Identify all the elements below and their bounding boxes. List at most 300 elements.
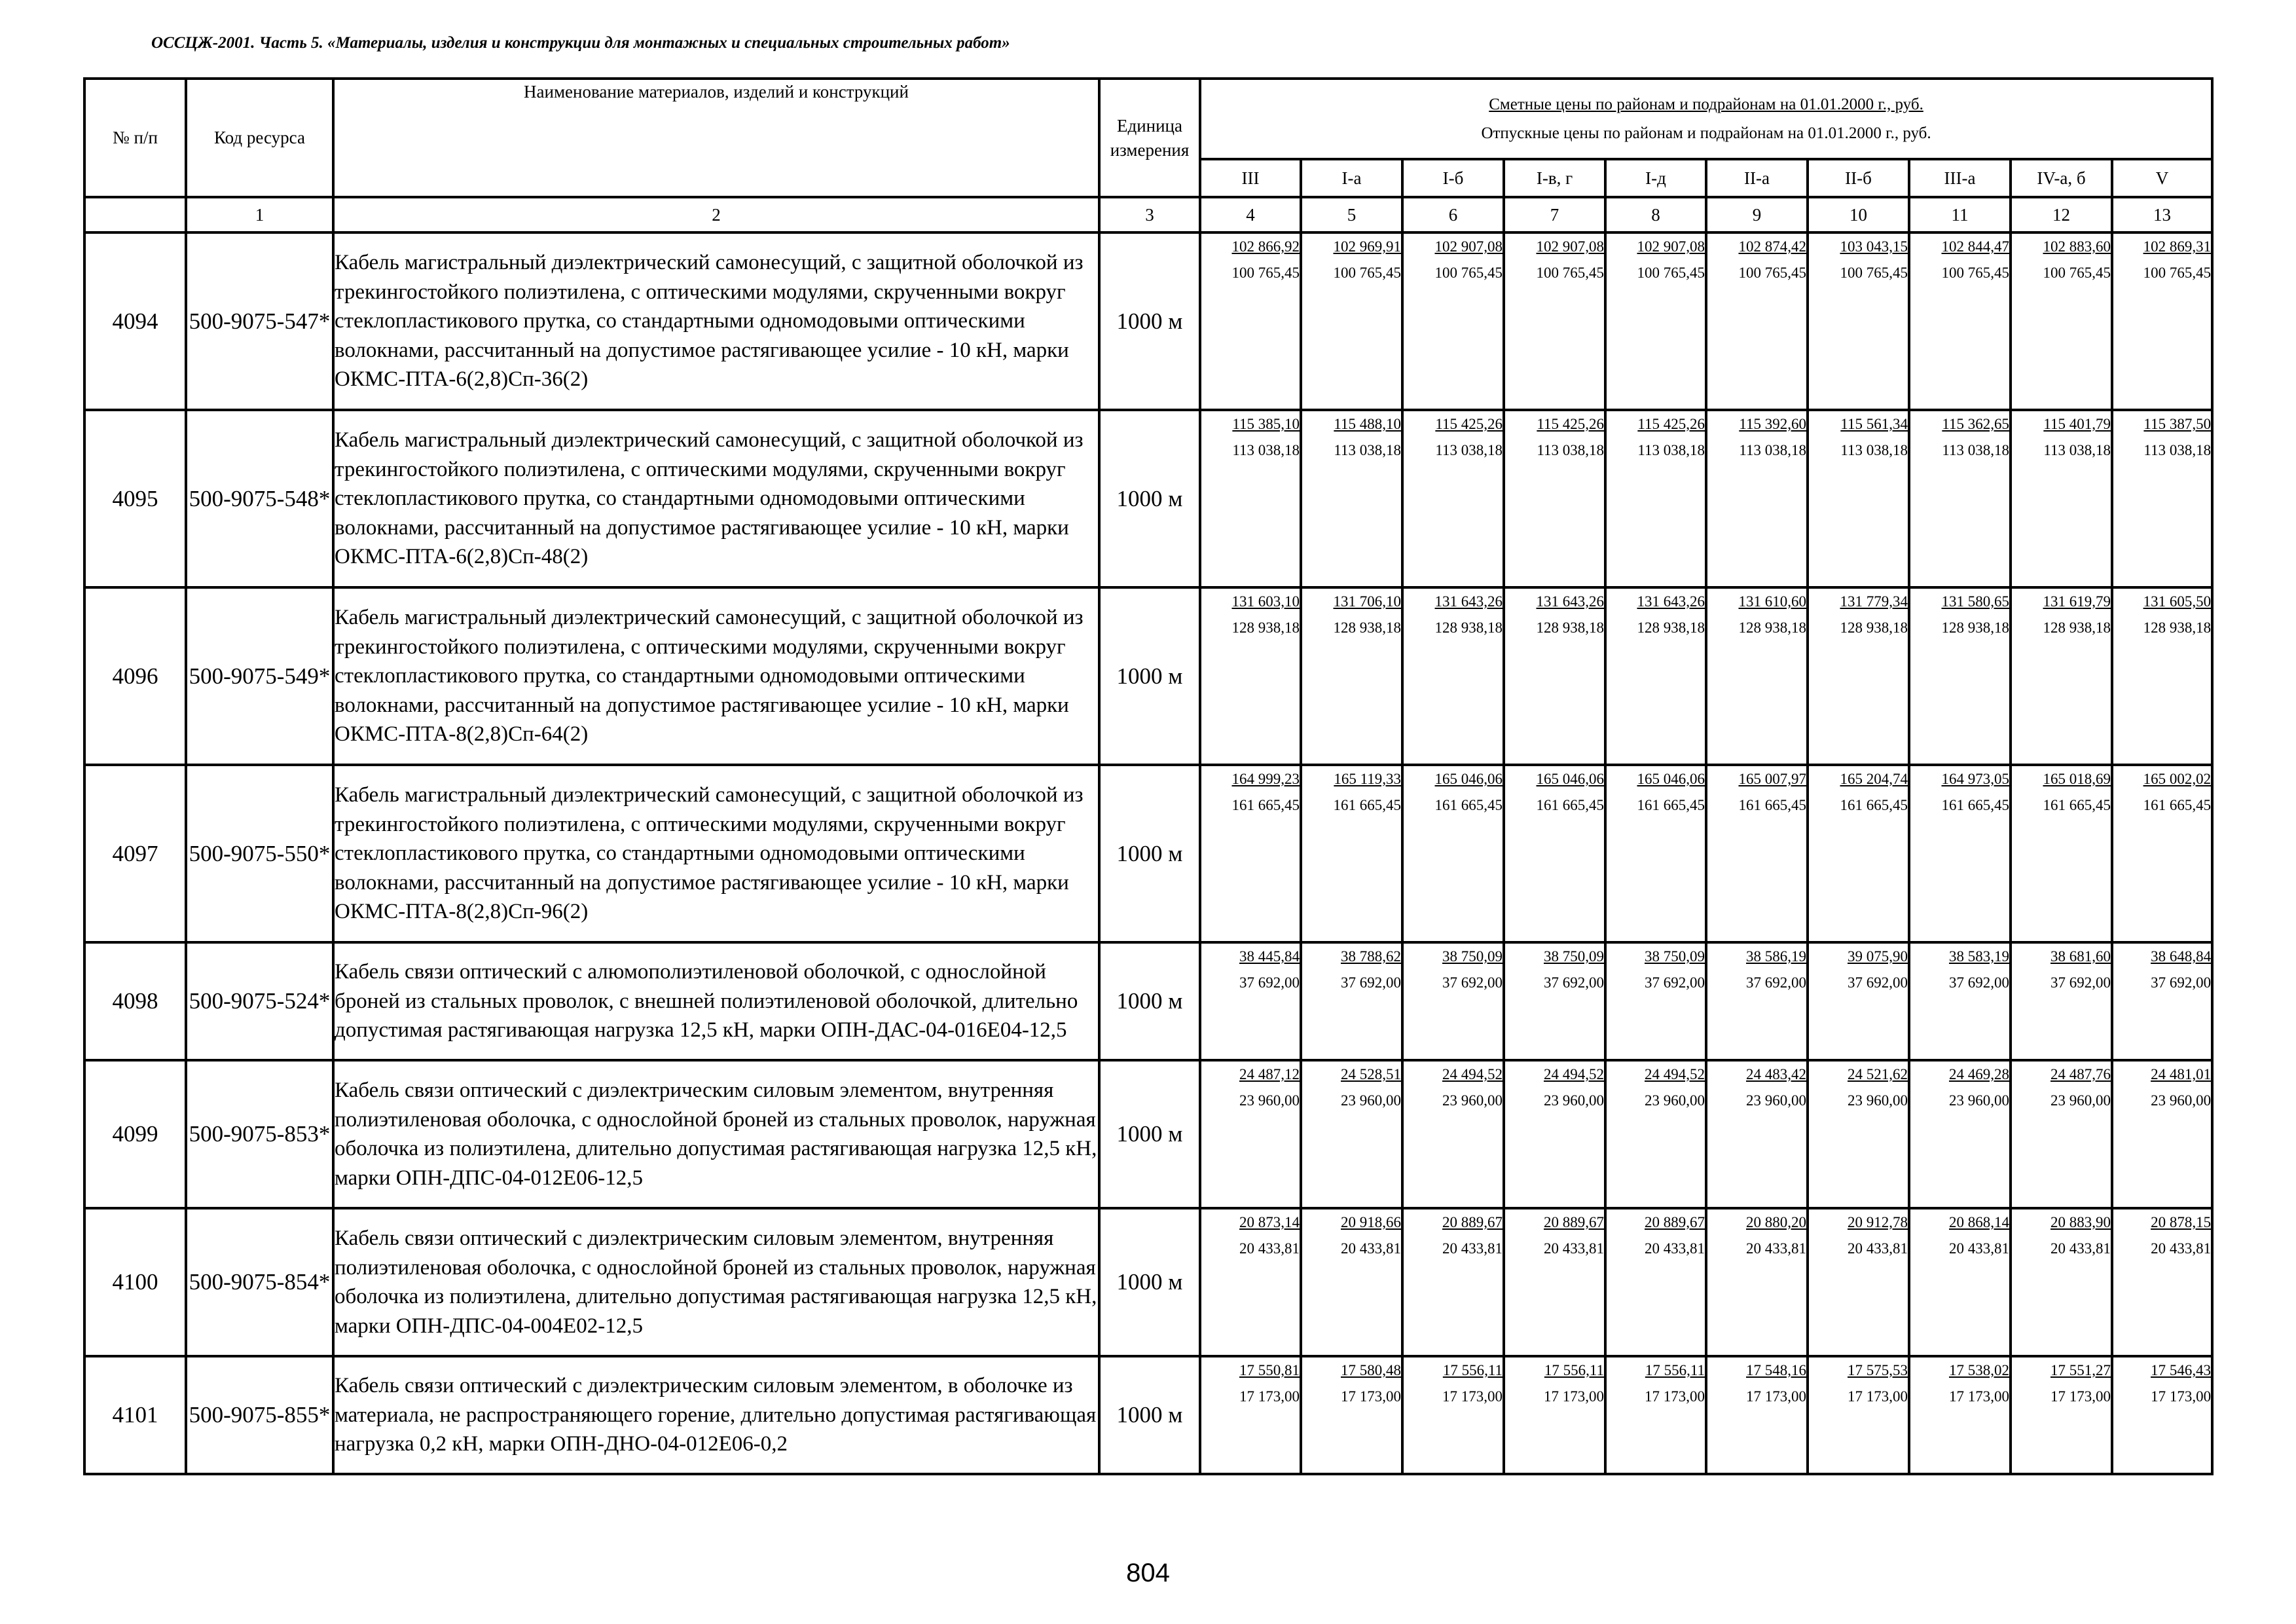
estimated-price: 131 619,79	[2043, 593, 2111, 610]
estimated-price: 164 973,05	[1941, 771, 2009, 787]
estimated-price: 20 918,66	[1341, 1214, 1401, 1230]
estimated-price: 165 018,69	[2043, 771, 2111, 787]
release-price: 128 938,18	[1231, 619, 1300, 636]
price-cell	[1200, 765, 1301, 942]
district-header: I-в, г	[1504, 159, 1605, 197]
price-cell	[1402, 1060, 1504, 1208]
estimated-price: 102 907,08	[1434, 238, 1503, 255]
estimated-price: 131 580,65	[1941, 593, 2009, 610]
estimated-price: 17 556,11	[1645, 1362, 1705, 1378]
col-header-prices	[1200, 79, 2212, 159]
resource-code: 500-9075-854*	[186, 1208, 333, 1356]
release-price: 17 173,00	[1645, 1388, 1705, 1405]
price-cell	[1706, 1060, 1808, 1208]
estimated-price: 115 392,60	[1739, 416, 1806, 432]
estimated-price: 131 603,10	[1231, 593, 1300, 610]
price-cell	[1706, 1208, 1808, 1356]
column-number: 5	[1301, 197, 1402, 232]
release-price: 113 038,18	[1942, 442, 2009, 458]
release-price: 37 692,00	[2050, 974, 2111, 991]
price-cell	[1402, 765, 1504, 942]
price-cell	[1200, 1208, 1301, 1356]
estimated-price: 20 889,67	[1442, 1214, 1503, 1230]
col-header-code: Код ресурса	[186, 79, 333, 197]
estimated-price: 17 551,27	[2050, 1362, 2111, 1378]
estimated-price: 17 556,11	[1544, 1362, 1604, 1378]
estimated-price: 115 425,26	[1637, 416, 1705, 432]
estimated-price: 131 605,50	[2143, 593, 2212, 610]
resource-code: 500-9075-549*	[186, 587, 333, 765]
estimated-price: 102 844,47	[1941, 238, 2009, 255]
estimated-price: 165 046,06	[1536, 771, 1604, 787]
resource-code: 500-9075-853*	[186, 1060, 333, 1208]
release-price: 161 665,45	[1434, 797, 1503, 813]
price-cell	[1808, 410, 1909, 587]
price-cell	[2112, 942, 2212, 1060]
price-cell	[1808, 232, 1909, 410]
column-number: 3	[1099, 197, 1200, 232]
resource-code: 500-9075-855*	[186, 1356, 333, 1474]
estimated-price: 24 521,62	[1848, 1066, 1908, 1082]
price-cell	[2112, 1208, 2212, 1356]
release-price: 23 960,00	[1848, 1092, 1908, 1109]
estimated-price: 131 706,10	[1333, 593, 1401, 610]
release-price: 17 173,00	[1848, 1388, 1908, 1405]
estimated-price: 164 999,23	[1231, 771, 1300, 787]
table-row	[84, 587, 2212, 765]
release-price: 37 692,00	[1341, 974, 1401, 991]
table-row	[84, 1356, 2212, 1474]
estimated-price: 165 007,97	[1738, 771, 1806, 787]
release-price: 17 173,00	[1544, 1388, 1604, 1405]
release-price: 161 665,45	[1536, 797, 1604, 813]
release-price: 113 038,18	[1334, 442, 1401, 458]
table-row	[84, 1208, 2212, 1356]
release-price: 23 960,00	[1442, 1092, 1503, 1109]
price-cell	[1808, 1208, 1909, 1356]
release-price: 161 665,45	[1231, 797, 1300, 813]
release-price: 128 938,18	[1637, 619, 1705, 636]
estimated-price: 38 586,19	[1746, 948, 1806, 965]
release-price: 20 433,81	[1544, 1240, 1604, 1257]
price-cell	[1605, 232, 1706, 410]
estimated-price: 38 648,84	[2151, 948, 2212, 965]
material-name: Кабель связи оптический с алюмополиэтиленовой оболочкой, с однослойной броней из стальных проволок, с внешней полиэтиленовой оболочкой, длительно допустимая растягивающая нагрузка 12,5 кН, марки ОПН-ДАС-04-016Е04-12,5	[333, 942, 1099, 1060]
price-cell	[1402, 942, 1504, 1060]
release-price: 100 765,45	[2043, 265, 2111, 281]
estimated-price: 17 575,53	[1848, 1362, 1908, 1378]
estimated-price: 165 046,06	[1434, 771, 1503, 787]
release-price: 20 433,81	[2050, 1240, 2111, 1257]
estimated-price: 17 556,11	[1442, 1362, 1503, 1378]
release-price: 17 173,00	[1746, 1388, 1806, 1405]
estimated-price: 17 538,02	[1949, 1362, 2009, 1378]
estimated-price: 24 494,52	[1442, 1066, 1503, 1082]
release-price: 113 038,18	[1637, 442, 1705, 458]
row-number: 4098	[84, 942, 186, 1060]
release-price: 113 038,18	[1537, 442, 1604, 458]
price-cell	[1706, 410, 1808, 587]
price-cell	[2011, 1356, 2112, 1474]
estimated-price: 20 883,90	[2050, 1214, 2111, 1230]
estimated-price: 39 075,90	[1848, 948, 1908, 965]
district-header: IV-а, б	[2011, 159, 2112, 197]
price-cell	[1200, 1060, 1301, 1208]
release-price: 37 692,00	[1544, 974, 1604, 991]
estimated-price: 20 889,67	[1544, 1214, 1604, 1230]
release-price: 23 960,00	[1341, 1092, 1401, 1109]
release-price: 128 938,18	[1536, 619, 1604, 636]
estimated-price: 165 119,33	[1334, 771, 1401, 787]
estimated-price: 38 788,62	[1341, 948, 1401, 965]
release-price: 100 765,45	[1941, 265, 2009, 281]
district-header: I-а	[1301, 159, 1402, 197]
estimated-price: 20 912,78	[1848, 1214, 1908, 1230]
row-number: 4095	[84, 410, 186, 587]
price-cell	[1909, 1060, 2011, 1208]
district-header: III	[1200, 159, 1301, 197]
page-number: 804	[1126, 1559, 1170, 1587]
release-price: 100 765,45	[1536, 265, 1604, 281]
price-cell	[1605, 765, 1706, 942]
release-price: 113 038,18	[2043, 442, 2111, 458]
price-cell	[2011, 1060, 2112, 1208]
price-cell	[2112, 410, 2212, 587]
price-cell	[1200, 410, 1301, 587]
price-cell	[1808, 942, 1909, 1060]
estimated-price: 20 878,15	[2151, 1214, 2212, 1230]
price-cell	[1402, 587, 1504, 765]
price-cell	[1200, 232, 1301, 410]
price-cell	[1301, 765, 1402, 942]
release-price: 113 038,18	[1232, 442, 1300, 458]
price-cell	[1909, 942, 2011, 1060]
district-header: V	[2112, 159, 2212, 197]
column-number: 2	[333, 197, 1099, 232]
release-price: 37 692,00	[1746, 974, 1806, 991]
price-cell	[1301, 587, 1402, 765]
release-price: 161 665,45	[2043, 797, 2111, 813]
price-cell	[1605, 942, 1706, 1060]
price-cell	[2011, 942, 2112, 1060]
estimated-price: 24 483,42	[1746, 1066, 1806, 1082]
price-cell	[2112, 1060, 2212, 1208]
release-price: 20 433,81	[2151, 1240, 2212, 1257]
estimated-price: 24 494,52	[1645, 1066, 1705, 1082]
column-number: 13	[2112, 197, 2212, 232]
column-number: 6	[1402, 197, 1504, 232]
price-cell	[1909, 1208, 2011, 1356]
estimated-price: 24 487,76	[2050, 1066, 2111, 1082]
price-cell	[2112, 1356, 2212, 1474]
row-number: 4101	[84, 1356, 186, 1474]
estimated-price: 115 561,34	[1840, 416, 1908, 432]
unit-of-measure: 1000 м	[1099, 410, 1200, 587]
estimated-price: 24 487,12	[1239, 1066, 1300, 1082]
column-number: 11	[1909, 197, 2011, 232]
price-cell	[1909, 587, 2011, 765]
price-cell	[1605, 1060, 1706, 1208]
release-price: 17 173,00	[2050, 1388, 2111, 1405]
price-cell	[1504, 587, 1605, 765]
price-cell	[1402, 1356, 1504, 1474]
price-cell	[1504, 1356, 1605, 1474]
estimated-price: 115 387,50	[2143, 416, 2212, 432]
resource-code: 500-9075-548*	[186, 410, 333, 587]
release-price: 128 938,18	[1738, 619, 1806, 636]
estimated-price: 17 580,48	[1341, 1362, 1401, 1378]
estimated-price: 102 874,42	[1738, 238, 1806, 255]
estimated-price: 115 401,79	[2043, 416, 2111, 432]
material-name: Кабель магистральный диэлектрический самонесущий, с защитной оболочкой из трекингостойкого полиэтилена, с оптическими модулями, скрученными вокруг стеклопластикового прутка, со стандартными одномодовыми оптическими волокнами, рассчитанный на допустимое растягивающее усилие - 10 кН, марки ОКМС-ПТА-6(2,8)Сп-36(2)	[333, 232, 1099, 410]
price-cell	[1706, 1356, 1808, 1474]
release-price: 20 433,81	[1848, 1240, 1908, 1257]
release-price: 37 692,00	[2151, 974, 2212, 991]
column-number: 8	[1605, 197, 1706, 232]
release-price: 113 038,18	[1435, 442, 1503, 458]
release-price: 17 173,00	[2151, 1388, 2212, 1405]
release-price: 37 692,00	[1949, 974, 2009, 991]
release-price: 37 692,00	[1239, 974, 1300, 991]
estimated-price: 102 969,91	[1333, 238, 1401, 255]
unit-of-measure: 1000 м	[1099, 232, 1200, 410]
price-cell	[1808, 1060, 1909, 1208]
release-price: 37 692,00	[1442, 974, 1503, 991]
estimated-price: 102 907,08	[1637, 238, 1705, 255]
resource-code: 500-9075-524*	[186, 942, 333, 1060]
estimated-price: 38 445,84	[1239, 948, 1300, 965]
estimated-price: 38 750,09	[1544, 948, 1604, 965]
material-name: Кабель магистральный диэлектрический самонесущий, с защитной оболочкой из трекингостойкого полиэтилена, с оптическими модулями, скрученными вокруг стеклопластикового прутка, со стандартными одномодовыми оптическими волокнами, рассчитанный на допустимое растягивающее усилие - 10 кН, марки ОКМС-ПТА-8(2,8)Сп-96(2)	[333, 765, 1099, 942]
estimated-price: 115 425,26	[1537, 416, 1604, 432]
price-cell	[1504, 1060, 1605, 1208]
estimated-price: 115 425,26	[1435, 416, 1503, 432]
price-cell	[1301, 1356, 1402, 1474]
release-price: 161 665,45	[1840, 797, 1908, 813]
release-price: 161 665,45	[1738, 797, 1806, 813]
release-price: 20 433,81	[1341, 1240, 1401, 1257]
price-cell	[2112, 765, 2212, 942]
price-cell	[1200, 942, 1301, 1060]
material-name: Кабель магистральный диэлектрический самонесущий, с защитной оболочкой из трекингостойкого полиэтилена, с оптическими модулями, скрученными вокруг стеклопластикового прутка, со стандартными одномодовыми оптическими волокнами, рассчитанный на допустимое растягивающее усилие - 10 кН, марки ОКМС-ПТА-8(2,8)Сп-64(2)	[333, 587, 1099, 765]
estimated-price: 20 889,67	[1645, 1214, 1705, 1230]
release-price: 100 765,45	[1434, 265, 1503, 281]
price-cell	[1301, 1060, 1402, 1208]
price-cell	[1605, 410, 1706, 587]
price-cell	[2011, 232, 2112, 410]
estimated-price: 131 643,26	[1434, 593, 1503, 610]
column-number: 7	[1504, 197, 1605, 232]
column-number: 1	[186, 197, 333, 232]
price-cell	[2011, 410, 2112, 587]
release-price: 128 938,18	[1434, 619, 1503, 636]
material-name: Кабель связи оптический с диэлектрическим силовым элементом, внутренняя полиэтиленовая оболочка, с однослойной броней из стальных проволок, наружная оболочка из полиэтилена, длительно допустимая растягивающая нагрузка 12,5 кН, марки ОПН-ДПС-04-004Е02-12,5	[333, 1208, 1099, 1356]
price-cell	[1808, 587, 1909, 765]
price-cell	[1706, 765, 1808, 942]
col-header-unit: Единица измерения	[1099, 79, 1200, 197]
release-price: 161 665,45	[2143, 797, 2212, 813]
unit-of-measure: 1000 м	[1099, 587, 1200, 765]
district-header: II-а	[1706, 159, 1808, 197]
estimated-price: 102 866,92	[1231, 238, 1300, 255]
release-price: 128 938,18	[2143, 619, 2212, 636]
price-release-caption: Отпускные цены по районам и подрайонам на 01.01.2000 г., руб.	[1481, 124, 1931, 142]
estimated-price: 165 204,74	[1840, 771, 1908, 787]
release-price: 100 765,45	[1231, 265, 1300, 281]
price-cell	[1605, 1356, 1706, 1474]
estimated-price: 17 550,81	[1239, 1362, 1300, 1378]
row-number: 4100	[84, 1208, 186, 1356]
district-header: I-д	[1605, 159, 1706, 197]
release-price: 161 665,45	[1941, 797, 2009, 813]
release-price: 113 038,18	[1840, 442, 1908, 458]
estimated-price: 20 880,20	[1746, 1214, 1806, 1230]
price-cell	[1504, 1208, 1605, 1356]
estimated-price: 102 869,31	[2143, 238, 2212, 255]
district-header: I-б	[1402, 159, 1504, 197]
release-price: 17 173,00	[1949, 1388, 2009, 1405]
price-current-caption: Сметные цены по районам и подрайонам на 01.01.2000 г., руб.	[1489, 95, 1923, 113]
price-cell	[1402, 1208, 1504, 1356]
estimated-price: 131 610,60	[1738, 593, 1806, 610]
release-price: 113 038,18	[1739, 442, 1806, 458]
estimated-price: 102 907,08	[1536, 238, 1604, 255]
release-price: 100 765,45	[2143, 265, 2212, 281]
table-row	[84, 410, 2212, 587]
resource-code: 500-9075-550*	[186, 765, 333, 942]
release-price: 161 665,45	[1637, 797, 1705, 813]
price-cell	[1808, 765, 1909, 942]
estimated-price: 38 681,60	[2050, 948, 2111, 965]
material-name: Кабель магистральный диэлектрический самонесущий, с защитной оболочкой из трекингостойкого полиэтилена, с оптическими модулями, скрученными вокруг стеклопластикового прутка, со стандартными одномодовыми оптическими волокнами, рассчитанный на допустимое растягивающее усилие - 10 кН, марки ОКМС-ПТА-6(2,8)Сп-48(2)	[333, 410, 1099, 587]
estimated-price: 165 046,06	[1637, 771, 1705, 787]
price-cell	[1909, 232, 2011, 410]
release-price: 23 960,00	[1645, 1092, 1705, 1109]
price-cell	[1200, 587, 1301, 765]
table-row	[84, 765, 2212, 942]
resource-code: 500-9075-547*	[186, 232, 333, 410]
release-price: 23 960,00	[1949, 1092, 2009, 1109]
price-table	[83, 77, 2214, 1475]
estimated-price: 38 583,19	[1949, 948, 2009, 965]
table-row	[84, 1060, 2212, 1208]
price-cell	[1909, 1356, 2011, 1474]
price-cell	[1706, 232, 1808, 410]
release-price: 100 765,45	[1738, 265, 1806, 281]
price-cell	[2011, 587, 2112, 765]
col-header-name: Наименование материалов, изделий и конструкций	[333, 79, 1099, 197]
column-number: 12	[2011, 197, 2112, 232]
estimated-price: 115 362,65	[1942, 416, 2009, 432]
release-price: 23 960,00	[1544, 1092, 1604, 1109]
estimated-price: 131 643,26	[1637, 593, 1705, 610]
estimated-price: 131 643,26	[1536, 593, 1604, 610]
row-number: 4094	[84, 232, 186, 410]
price-cell	[1200, 1356, 1301, 1474]
price-cell	[1605, 587, 1706, 765]
estimated-price: 24 481,01	[2151, 1066, 2212, 1082]
document-header: ОССЦЖ-2001. Часть 5. «Материалы, изделия и конструкции для монтажных и специальных строительных работ»	[151, 34, 1010, 52]
price-cell	[1605, 1208, 1706, 1356]
release-price: 20 433,81	[1949, 1240, 2009, 1257]
estimated-price: 24 494,52	[1544, 1066, 1604, 1082]
price-cell	[1504, 232, 1605, 410]
release-price: 23 960,00	[1746, 1092, 1806, 1109]
unit-of-measure: 1000 м	[1099, 1208, 1200, 1356]
row-number: 4099	[84, 1060, 186, 1208]
release-price: 100 765,45	[1840, 265, 1908, 281]
price-cell	[1402, 410, 1504, 587]
column-number: 9	[1706, 197, 1808, 232]
estimated-price: 131 779,34	[1840, 593, 1908, 610]
unit-of-measure: 1000 м	[1099, 765, 1200, 942]
release-price: 17 173,00	[1341, 1388, 1401, 1405]
release-price: 20 433,81	[1746, 1240, 1806, 1257]
district-header: III-а	[1909, 159, 2011, 197]
estimated-price: 24 528,51	[1341, 1066, 1401, 1082]
release-price: 20 433,81	[1239, 1240, 1300, 1257]
estimated-price: 103 043,15	[1840, 238, 1908, 255]
estimated-price: 115 385,10	[1232, 416, 1300, 432]
estimated-price: 38 750,09	[1645, 948, 1705, 965]
release-price: 23 960,00	[2050, 1092, 2111, 1109]
price-cell	[1504, 410, 1605, 587]
price-cell	[1706, 942, 1808, 1060]
price-cell	[1909, 410, 2011, 587]
price-cell	[1402, 232, 1504, 410]
estimated-price: 20 873,14	[1239, 1214, 1300, 1230]
row-number: 4097	[84, 765, 186, 942]
release-price: 37 692,00	[1848, 974, 1908, 991]
row-number: 4096	[84, 587, 186, 765]
column-number: 10	[1808, 197, 1909, 232]
price-cell	[1504, 942, 1605, 1060]
estimated-price: 38 750,09	[1442, 948, 1503, 965]
material-name: Кабель связи оптический с диэлектрическим силовым элементом, внутренняя полиэтиленовая оболочка, с однослойной броней из стальных проволок, наружная оболочка из полиэтилена, длительно допустимая растягивающая нагрузка 12,5 кН, марки ОПН-ДПС-04-012Е06-12,5	[333, 1060, 1099, 1208]
table-row	[84, 232, 2212, 410]
col-header-num: № п/п	[84, 79, 186, 197]
release-price: 17 173,00	[1239, 1388, 1300, 1405]
price-cell	[1301, 232, 1402, 410]
table-row	[84, 942, 2212, 1060]
price-cell	[1909, 765, 2011, 942]
column-number: 4	[1200, 197, 1301, 232]
unit-of-measure: 1000 м	[1099, 1356, 1200, 1474]
release-price: 23 960,00	[1239, 1092, 1300, 1109]
release-price: 100 765,45	[1637, 265, 1705, 281]
district-header: II-б	[1808, 159, 1909, 197]
release-price: 17 173,00	[1442, 1388, 1503, 1405]
column-number	[84, 197, 186, 232]
release-price: 37 692,00	[1645, 974, 1705, 991]
material-name: Кабель связи оптический с диэлектрическим силовым элементом, в оболочке из материала, не распространяющего горение, длительно допустимая растягивающая нагрузка 0,2 кН, марки ОПН-ДНО-04-012Е06-0,2	[333, 1356, 1099, 1474]
release-price: 113 038,18	[2143, 442, 2212, 458]
estimated-price: 20 868,14	[1949, 1214, 2009, 1230]
release-price: 20 433,81	[1645, 1240, 1705, 1257]
release-price: 100 765,45	[1333, 265, 1401, 281]
price-cell	[1706, 587, 1808, 765]
estimated-price: 17 548,16	[1746, 1362, 1806, 1378]
price-cell	[1301, 410, 1402, 587]
release-price: 128 938,18	[2043, 619, 2111, 636]
price-cell	[2011, 765, 2112, 942]
release-price: 128 938,18	[1333, 619, 1401, 636]
estimated-price: 165 002,02	[2143, 771, 2212, 787]
release-price: 128 938,18	[1941, 619, 2009, 636]
release-price: 23 960,00	[2151, 1092, 2212, 1109]
price-cell	[1504, 765, 1605, 942]
release-price: 161 665,45	[1333, 797, 1401, 813]
